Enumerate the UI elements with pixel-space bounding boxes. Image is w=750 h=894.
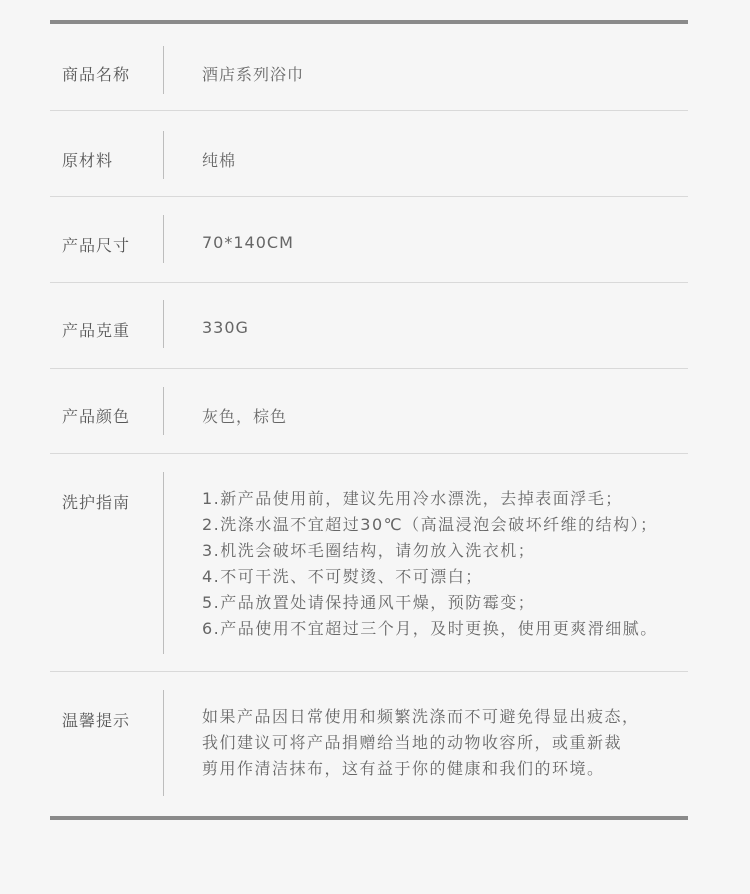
spec-table [50, 20, 688, 818]
row-care-guide [50, 454, 688, 672]
row-value: 灰色，棕色 [202, 407, 288, 426]
tip-line: 如果产品因日常使用和频繁洗涤而不可避免得显出疲态， [202, 707, 640, 726]
tip-line: 我们建议可将产品捐赠给当地的动物收容所，或重新裁 [202, 733, 623, 752]
column-divider [163, 690, 164, 796]
care-line: 4.不可干洗、不可熨烫、不可漂白； [202, 567, 483, 586]
row-value: 纯棉 [202, 151, 237, 170]
column-divider [163, 131, 164, 179]
care-line: 1.新产品使用前，建议先用冷水漂洗，去掉表面浮毛； [202, 489, 623, 508]
row-label: 商品名称 [62, 65, 131, 84]
care-line: 5.产品放置处请保持通风干燥，预防霉变； [202, 593, 536, 612]
row-value: 330G [202, 318, 249, 337]
row-label: 温馨提示 [62, 711, 131, 730]
row-value: 酒店系列浴巾 [202, 65, 305, 84]
row-label: 产品尺寸 [62, 236, 131, 255]
care-line: 2.洗涤水温不宜超过30℃（高温浸泡会破坏纤维的结构）； [202, 515, 658, 534]
row-product-name [50, 24, 688, 111]
row-warm-tip [50, 672, 688, 818]
column-divider [163, 472, 164, 654]
care-line: 6.产品使用不宜超过三个月，及时更换，使用更爽滑细腻。 [202, 619, 658, 638]
row-label: 洗护指南 [62, 493, 131, 512]
row-material [50, 111, 688, 197]
row-label: 产品克重 [62, 321, 131, 340]
column-divider [163, 387, 164, 435]
care-line: 3.机洗会破坏毛圈结构，请勿放入洗衣机； [202, 541, 536, 560]
column-divider [163, 46, 164, 94]
tip-line: 剪用作清洁抹布，这有益于你的健康和我们的环境。 [202, 759, 605, 778]
bottom-rule [50, 816, 688, 820]
row-weight [50, 283, 688, 369]
row-size [50, 197, 688, 283]
row-label: 产品颜色 [62, 407, 131, 426]
row-color [50, 369, 688, 454]
care-instructions [202, 486, 658, 642]
column-divider [163, 215, 164, 263]
row-label: 原材料 [62, 151, 114, 170]
row-value: 70*140CM [202, 233, 294, 252]
column-divider [163, 300, 164, 348]
tip-text [202, 704, 640, 782]
